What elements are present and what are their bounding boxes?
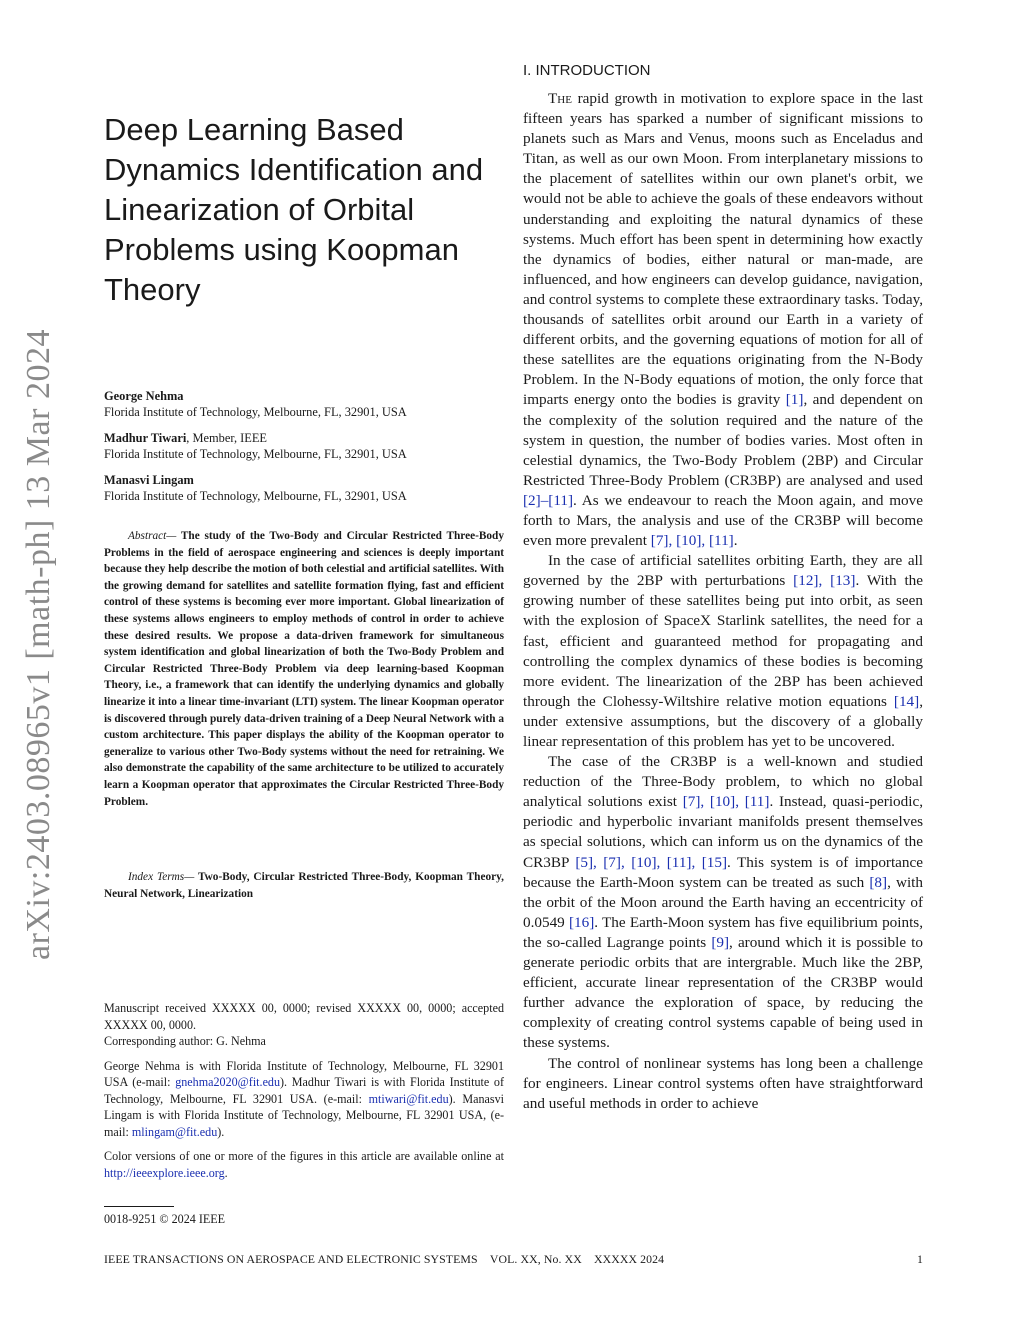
page-footer xyxy=(104,1252,923,1267)
paper-title: Deep Learning Based Dynamics Identification and Linearization of Orbital Problems using Koopman Theory xyxy=(104,112,484,307)
index-terms-text: Two-Body, Circular Restricted Three-Body, Koopman Theory, Neural Network, Linearization xyxy=(104,871,504,900)
author-name: Madhur Tiwari xyxy=(104,431,187,445)
dropword: The xyxy=(548,90,572,107)
email-link[interactable]: mlingam@fit.edu xyxy=(131,1124,218,1139)
journal-date: XXXXX 2024 xyxy=(594,1252,665,1266)
paragraph-text: . With the growing number of these satellites being put into orbit, as seen with the explosion of SpaceX Starlink satellites, the need for a fast, efficient and guaranteed method for propagating and controlling the complex dynamics of these bodies is becoming more evident. The linearization of the 2BP has been achieved through the Clohessy-Wiltshire relative motion equations xyxy=(523,572,923,710)
paragraph xyxy=(523,89,923,551)
paragraph-text: , with the orbit of the Moon around the Earth having an eccentricity of 0.0549 xyxy=(523,873,923,931)
author-entry xyxy=(104,388,504,420)
introduction-body xyxy=(523,89,923,1114)
citation-link[interactable]: [12], [13] xyxy=(793,572,856,590)
author-list xyxy=(104,388,504,514)
color-note xyxy=(104,1148,504,1181)
abstract-label: Abstract— xyxy=(128,530,177,542)
paragraph-text: , under extensive assumptions, but the discovery of a globally linear representation of this problem has yet to be uncovered. xyxy=(523,692,923,750)
email-link[interactable]: mtiwari@fit.edu xyxy=(368,1091,449,1106)
author-entry xyxy=(104,472,504,504)
author-name: George Nehma xyxy=(104,389,184,403)
paragraph: The control of nonlinear systems has long been a challenge for engineers. Linear control systems often have straightforward and useful methods in order to achieve xyxy=(523,1054,923,1112)
color-note-text: Color versions of one or more of the figures in this article are available online at xyxy=(104,1149,504,1163)
citation-link[interactable]: [9] xyxy=(711,933,730,951)
paragraph-text: . The Earth-Moon system has five equilibrium points, the so-called Lagrange points xyxy=(523,913,923,951)
paragraph xyxy=(523,752,923,1053)
abstract xyxy=(104,528,504,810)
manuscript-note: Manuscript received XXXXX 00, 0000; revised XXXXX 00, 0000; accepted XXXXX 00, 0000. xyxy=(104,1001,504,1032)
paragraph-text: rapid growth in motivation to explore space in the last fifteen years has sparked a number of significant missions to planets such as Mars and Venus, moons such as Enceladus and Titan, as well as our own Moon. From interplanetary missions to the placement of satellites within our own planet's orbit, we would not be able to achieve the goals of these endeavors without understanding and exploiting the natural dynamics of these systems. Much effort has been spent in determining how exactly the dynamics of bodies, either natural or man-made, are influenced, and how engineers can develop guidance, navigation, and control systems to complete these extraordinary tasks. Today, thousands of satellites orbit around our Earth in a variety of different orbits, and the governing equations of motion for all of these satellites are the equations originating from the N-Body Problem. In the N-Body equations of motion, the only force that imparts energy onto the bodies is gravity xyxy=(523,90,923,409)
paragraph-text: , around which it is possible to generate periodic orbits that are intergrable. Much like the 2BP, efficient, accurate linear representation of the CR3BP would further advance the exploration of space, by reducing the complexity of creating control systems capable of being used in these systems. xyxy=(523,933,923,1052)
affiliation-text: ). Madhur Tiwari is with Florida Institute of Technology, Melbourne, FL 32901 USA. (e-mail: xyxy=(104,1075,504,1106)
citation-link[interactable]: [16] xyxy=(568,913,595,931)
citation-link[interactable]: [7], [10], [11] xyxy=(650,532,734,550)
paragraph-text: , and dependent on the complexity of the solution required and the nature of the system in question, the number of bodies varies. Most often in celestial dynamics, the Two-Body Problem (2BP) and Circular Restricted Three-Body Problem (CR3BP) are analysed and used xyxy=(523,391,923,489)
footnote-divider xyxy=(104,1206,174,1207)
citation-link[interactable]: [7], [10], [11] xyxy=(682,793,770,811)
author-name: Manasvi Lingam xyxy=(104,473,194,487)
affiliation-text: ). Manasvi Lingam is with Florida Institute of Technology, Melbourne, FL 32901 USA, (e-mail: xyxy=(104,1091,504,1139)
right-column xyxy=(523,62,923,1114)
citation-link[interactable]: [5], [7], [10], [11], [15] xyxy=(575,853,728,871)
affiliation-text: ). xyxy=(217,1124,225,1139)
page-number: 1 xyxy=(917,1252,923,1266)
author-affiliation: Florida Institute of Technology, Melbourne, FL, 32901, USA xyxy=(104,447,407,461)
footnotes xyxy=(104,1000,504,1189)
citation-link[interactable]: [14] xyxy=(893,692,920,710)
author-entry xyxy=(104,430,504,462)
citation-link[interactable]: [1] xyxy=(785,391,804,409)
paragraph-text: . As we endeavour to reach the Moon again, and move forth to Mars, the analysis and use of the CR3BP will become even more prevalent xyxy=(523,491,923,550)
journal-name: IEEE TRANSACTIONS ON AEROSPACE AND ELECTRONIC SYSTEMS xyxy=(104,1252,478,1266)
paragraph-text: . xyxy=(733,532,738,550)
paragraph-text: . This system is of importance because the Earth-Moon system can be treated as such xyxy=(523,853,924,891)
paragraph xyxy=(523,551,923,752)
email-link[interactable]: gnehma2020@fit.edu xyxy=(175,1075,281,1089)
paragraph-text: The case of the CR3BP is a well-known and studied reduction of the Three-Body problem, to which no global analytical solutions exist xyxy=(523,753,923,811)
arxiv-stamp: arXiv:2403.08965v1 [math-ph] 13 Mar 2024 xyxy=(20,329,57,960)
affiliation-note xyxy=(104,1058,504,1141)
citation-link[interactable]: [2]–[11] xyxy=(523,491,574,509)
paragraph-text: In the case of artificial satellites orbiting Earth, they are all governed by the 2BP with perturbations xyxy=(523,552,923,590)
copyright: 0018-9251 © 2024 IEEE xyxy=(104,1212,226,1226)
author-affiliation: Florida Institute of Technology, Melbourne, FL, 32901, USA xyxy=(104,489,407,503)
journal-volume: VOL. XX, No. XX xyxy=(489,1252,582,1266)
paragraph-text: . Instead, quasi-periodic, periodic and hyperbolic invariant manifolds present themselves as special solutions, which can inform us on the dynamics of the CR3BP xyxy=(523,793,923,871)
corresponding-author: Corresponding author: G. Nehma xyxy=(104,1034,266,1048)
citation-link[interactable]: [8] xyxy=(869,873,888,891)
section-heading: I. INTRODUCTION xyxy=(523,62,651,79)
index-terms-label: Index Terms— xyxy=(128,871,195,883)
author-affiliation: Florida Institute of Technology, Melbourne, FL, 32901, USA xyxy=(104,405,407,419)
color-note-end: . xyxy=(224,1165,228,1180)
index-terms xyxy=(104,869,504,902)
abstract-text: The study of the Two-Body and Circular Restricted Three-Body Problems in the field of aerospace engineering and sciences is deeply important because they help describe the motion of both celestial and artificial satellites. With the growing demand for satellites and satellite formation flying, fast and efficient control of these systems is becoming ever more important. Global linearization of these systems allows engineers to employ methods of control in order to achieve these desired results. We propose a data-driven framework for simultaneous system identification and global linearization of both the Two-Body Problem and Circular Restricted Three-Body Problem via deep learning-based Koopman Theory, i.e., a framework that can identify the underlying dynamics and globally linearize it into a linear time-invariant (LTI) system. The linear Koopman operator is discovered through purely data-driven training of a Deep Neural Network with a custom architecture. This paper displays the ability of the Koopman operator to generalize to various other Two-Body systems without the need for retraining. We also demonstrate the capability of the same architecture to be utilized to accurately learn a Koopman operator that approximates the Circular Restricted Three-Body Problem. xyxy=(104,530,504,808)
author-suffix: , Member, IEEE xyxy=(186,431,267,445)
affiliation-text: George Nehma is with Florida Institute of Technology, Melbourne, FL 32901 USA (e-mail: xyxy=(104,1058,504,1089)
ieee-explore-link[interactable]: http://ieeexplore.ieee.org xyxy=(104,1165,225,1180)
